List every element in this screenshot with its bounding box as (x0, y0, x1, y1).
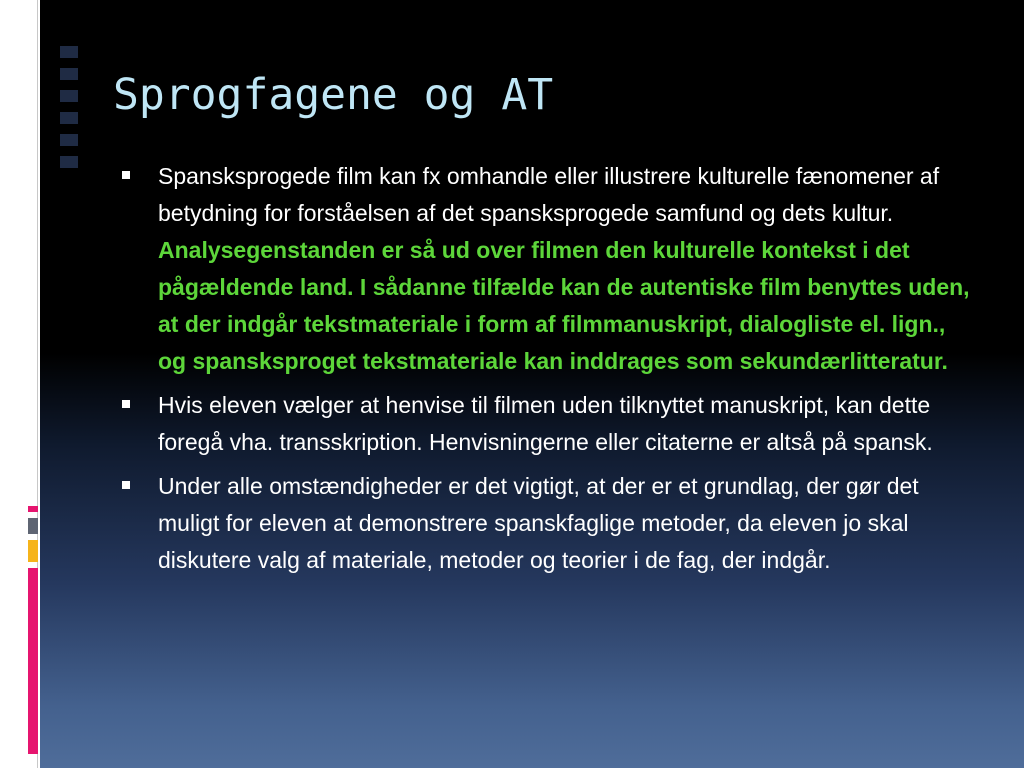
bullet-list (120, 158, 970, 586)
accent-bar-pink-large (28, 568, 38, 754)
decorative-bars (60, 46, 78, 186)
bullet-square-icon (122, 171, 130, 179)
bullet-square-icon (122, 481, 130, 489)
bullet-text: Spansksprogede film kan fx omhandle eller illustrere kulturelle fænomener af betydning for forståelsen af det spansksprogede samfund og dets kultur. (158, 163, 940, 226)
accent-bar-pink-small (28, 506, 38, 512)
bullet-highlight-text: Analysegenstanden er så ud over filmen den kulturelle kontekst i det pågældende land. I sådanne tilfælde kan de autentiske film benyttes uden, at der indgår tekstmateriale i form af filmmanuskript, dialogliste el. lign., og spansksproget tekstmateriale kan inddrages som sekundærlitteratur. (158, 237, 970, 374)
accent-bar-yellow (28, 540, 38, 562)
accent-bar-gray (28, 518, 38, 534)
bullet-item (120, 158, 970, 380)
bullet-item (120, 387, 970, 461)
slide-title: Sprogfagene og AT (113, 70, 554, 120)
bullet-text: Under alle omstændigheder er det vigtigt, at der er et grundlag, der gør det muligt for eleven at demonstrere spanskfaglige metoder, da eleven jo skal diskutere valg af materiale, metoder og teorier i de fag, der indgår. (158, 473, 919, 573)
bullet-item (120, 468, 970, 579)
bullet-square-icon (122, 400, 130, 408)
bullet-text: Hvis eleven vælger at henvise til filmen uden tilknyttet manuskript, kan dette foregå vha. transskription. Henvisningerne eller citaterne er altså på spansk. (158, 392, 933, 455)
